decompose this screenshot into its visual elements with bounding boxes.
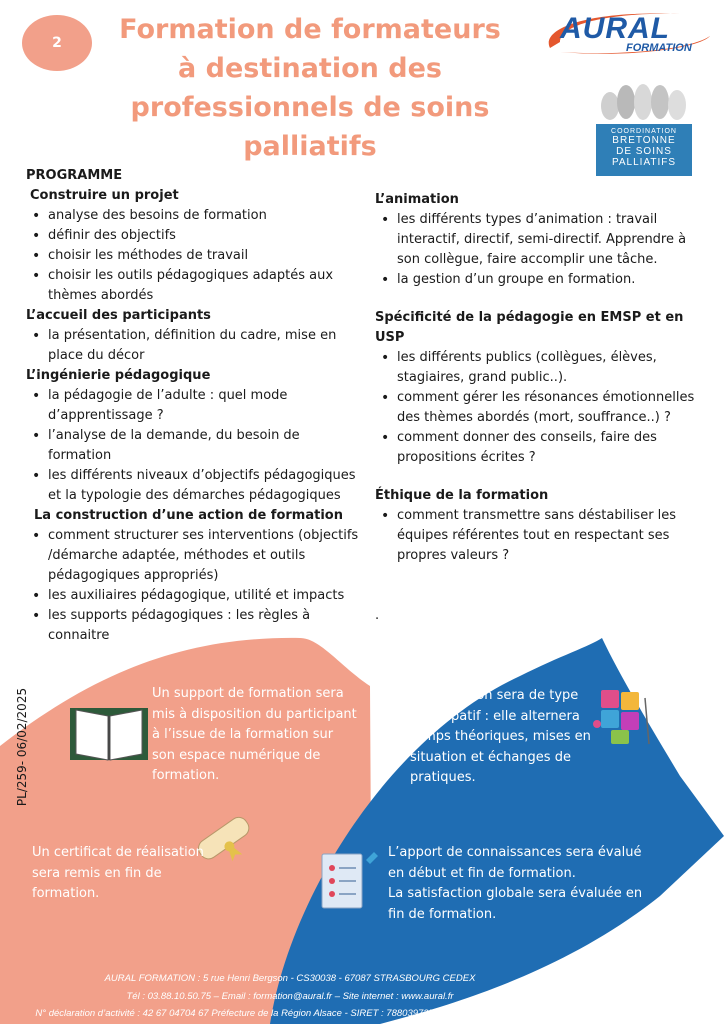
list-item: • analyse des besoins de formation xyxy=(48,206,366,226)
info-line: Un certificat de réalisation xyxy=(32,845,204,860)
list-item: • la présentation, définition du cadre, mise en place du décor xyxy=(48,326,366,366)
info-line: fin de formation. xyxy=(388,906,497,922)
coord-line-3: DE SOINS xyxy=(616,146,672,157)
info-line: à l’issue de la formation sur xyxy=(152,727,334,742)
footer-registration: N° déclaration d’activité : 42 67 04704 67 Préfecture de la Région Alsace - SIRET : 78803972500189 – Code NAF 8610Z xyxy=(35,1008,545,1019)
section-heading: Spécificité de la pédagogie en EMSP et en USP xyxy=(375,310,684,345)
info-line: son espace numérique de xyxy=(152,747,321,763)
list-item: • les auxiliaires pédagogique, utilité et impacts xyxy=(48,586,366,606)
section-list xyxy=(26,206,366,306)
info-line: L’apport de connaissances sera évalué xyxy=(388,845,642,860)
section-heading: L’accueil des participants xyxy=(26,308,211,323)
list-item: • comment structurer ses interventions (objectifs /démarche adaptée, méthodes et outils pédagogiques appropriés) xyxy=(48,526,366,586)
programme-right-column xyxy=(375,190,705,566)
info-line: La satisfaction globale sera évaluée en xyxy=(388,886,643,901)
programme-left-column xyxy=(26,166,366,646)
info-line: pratiques. xyxy=(410,770,476,785)
coord-line-2: BRETONNE xyxy=(612,135,676,146)
info-line: formation. xyxy=(32,886,100,901)
list-item: • la gestion d’un groupe en formation. xyxy=(397,270,705,290)
reference-code-text: PL/259- 06/02/2025 xyxy=(15,687,29,807)
list-item: • les différents types d’animation : travail interactif, directif, semi-directif. Apprendre à son collègue, faire accomplir une tâche. xyxy=(397,210,705,270)
pebbles-icon xyxy=(596,80,692,124)
list-item: • comment gérer les résonances émotionnelles des thèmes abordés (mort, souffrance..) ? xyxy=(397,388,705,428)
section-list xyxy=(375,348,705,468)
section-heading: Éthique de la formation xyxy=(375,488,549,503)
aural-brand-text: AURAL xyxy=(560,12,670,45)
info-line: situation et échanges de xyxy=(410,749,571,765)
certificat-info xyxy=(32,843,222,905)
info-graphic xyxy=(0,636,724,1024)
section-list xyxy=(26,526,366,646)
section-list xyxy=(26,326,366,366)
coordination-label-box xyxy=(596,124,692,176)
coordination-logo xyxy=(596,80,692,176)
info-line: en début et fin de formation. xyxy=(388,865,576,881)
list-item: • l’analyse de la demande, du besoin de formation xyxy=(48,426,366,466)
section-heading: L’ingénierie pédagogique xyxy=(26,368,211,383)
list-item: • comment transmettre sans déstabiliser les équipes référentes tout en respectant ses propres valeurs ? xyxy=(397,506,705,566)
info-line: participatif : elle alternera xyxy=(410,708,580,724)
title-line-1: Formation de formateurs xyxy=(119,14,501,45)
section-heading: La construction d’une action de formation xyxy=(34,508,343,523)
title-line-2: à destination des xyxy=(178,53,442,84)
reference-code xyxy=(12,670,32,830)
list-item: • les différents publics (collègues, élèves, stagiaires, grand public..). xyxy=(397,348,705,388)
evaluation-info xyxy=(388,843,658,925)
footer-contact: Tél : 03.88.10.50.75 – Email : formation@aural.fr – Site internet : www.aural.fr xyxy=(126,991,454,1002)
info-line: mis à disposition du participant xyxy=(152,706,357,722)
info-line: sera remis en fin de xyxy=(32,865,162,881)
coord-line-1: COORDINATION xyxy=(611,128,677,135)
stray-dot: . xyxy=(375,608,380,623)
participatif-info xyxy=(410,686,600,789)
page-number-badge: 2 xyxy=(22,15,92,71)
info-line: La formation sera de type xyxy=(410,688,579,703)
list-item: • définir des objectifs xyxy=(48,226,366,246)
list-item: • choisir les méthodes de travail xyxy=(48,246,366,266)
section-list xyxy=(375,506,705,566)
coord-line-4: PALLIATIFS xyxy=(611,157,677,168)
info-line: temps théoriques, mises en xyxy=(410,729,591,744)
title-line-4: palliatifs xyxy=(243,131,377,162)
title-line-3: professionnels de soins xyxy=(130,92,490,123)
info-line: formation. xyxy=(152,768,220,783)
info-line: Un support de formation sera xyxy=(152,686,344,701)
page-title xyxy=(100,10,520,166)
section-heading: L’animation xyxy=(375,192,459,207)
book-icon xyxy=(70,708,148,760)
section-list xyxy=(26,386,366,506)
list-item: • choisir les outils pédagogiques adaptés aux thèmes abordés xyxy=(48,266,366,306)
list-item: • les différents niveaux d’objectifs pédagogiques et la typologie des démarches pédagogiques xyxy=(48,466,366,506)
list-item: • comment donner des conseils, faire des propositions écrites ? xyxy=(397,428,705,468)
section-heading: Construire un projet xyxy=(30,188,179,203)
list-item: • les supports pédagogiques : les règles à connaitre xyxy=(48,606,366,646)
section-list xyxy=(375,210,705,290)
aural-logo xyxy=(530,8,716,58)
aural-sub-text: FORMATION xyxy=(626,42,692,54)
list-item: • la pédagogie de l’adulte : quel mode d’apprentissage ? xyxy=(48,386,366,426)
programme-label: PROGRAMME xyxy=(26,168,123,183)
support-info xyxy=(152,684,362,787)
footer-address: AURAL FORMATION : 5 rue Henri Bergson - CS30038 - 67087 STRASBOURG CEDEX xyxy=(104,973,476,984)
